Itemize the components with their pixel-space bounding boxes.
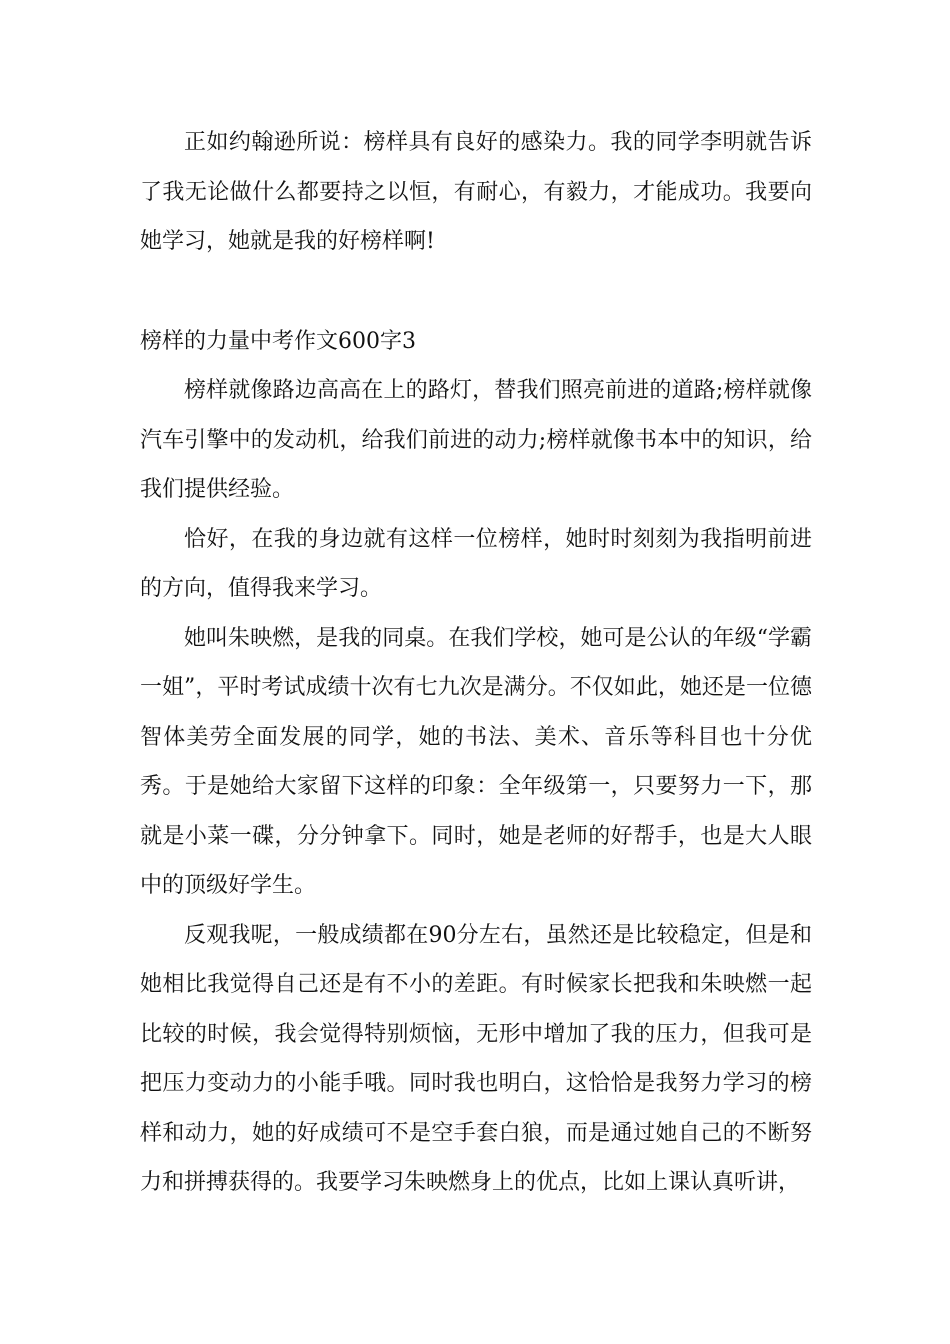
paragraph: 反观我呢，一般成绩都在90分左右，虽然还是比较稳定，但是和她相比我觉得自己还是有不小的差距。有时候家长把我和朱映燃一起比较的时候，我会觉得特别烦恼，无形中增加了我的压力，但我可是把压力变动力的小能手哦。同时我也明白，这恰恰是我努力学习的榜样和动力，她的好成绩可不是空手套白狼，而是通过她自己的不断努力和拼搏获得的。我要学习朱映燃身上的优点，比如上课认真听讲， <box>140 922 812 1195</box>
section-heading: 榜样的力量中考作文600字3 <box>140 328 416 354</box>
paragraph: 正如约翰逊所说：榜样具有良好的感染力。我的同学李明就告诉了我无论做什么都要持之以恒，有耐心，有毅力，才能成功。我要向她学习，她就是我的好榜样啊! <box>140 130 812 254</box>
document-body <box>140 118 812 1208</box>
paragraph: 恰好，在我的身边就有这样一位榜样，她时时刻刻为我指明前进的方向，值得我来学习。 <box>140 526 812 601</box>
paragraph: 她叫朱映燃，是我的同桌。在我们学校，她可是公认的年级“学霸一姐”，平时考试成绩十次有七九次是满分。不仅如此，她还是一位德智体美劳全面发展的同学，她的书法、美术、音乐等科目也十分优秀。于是她给大家留下这样的印象：全年级第一，只要努力一下，那就是小菜一碟，分分钟拿下。同时，她是老师的好帮手，也是大人眼中的顶级好学生。 <box>140 625 812 898</box>
paragraph: 榜样就像路边高高在上的路灯，替我们照亮前进的道路;榜样就像汽车引擎中的发动机，给我们前进的动力;榜样就像书本中的知识，给我们提供经验。 <box>140 378 812 502</box>
